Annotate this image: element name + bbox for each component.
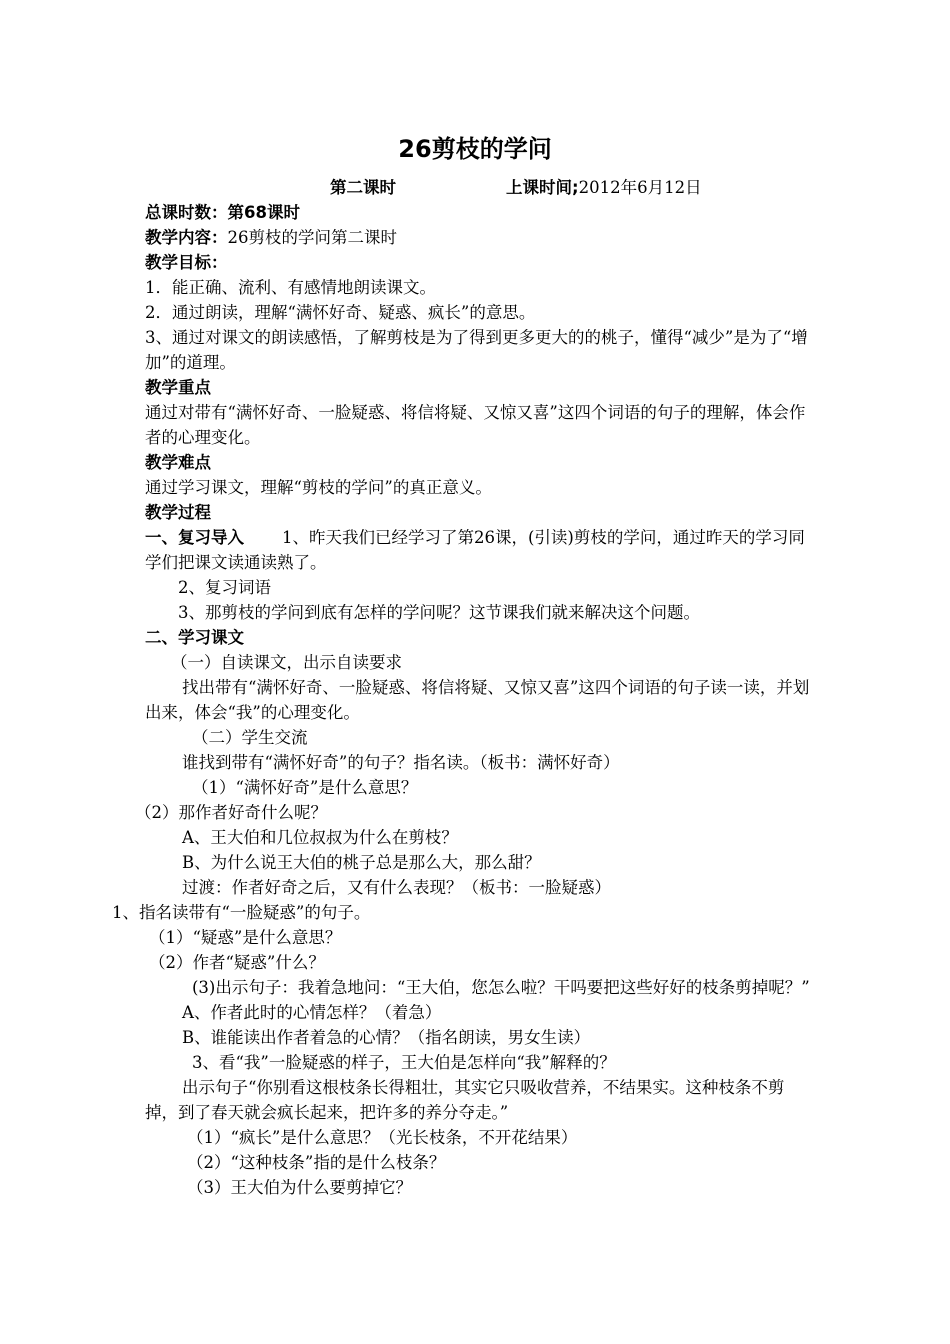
goal-item: 1．能正确、流利、有感情地朗读课文。 [145, 278, 436, 297]
key-point-heading: 教学重点 [145, 378, 211, 397]
list-item: 3、看“我”一脸疑惑的样子，王大伯是怎样向“我”解释的？ [192, 1053, 616, 1072]
process-heading: 教学过程 [145, 503, 211, 522]
list-item: （1）“疯长”是什么意思？（光长枝条，不开花结果） [187, 1128, 578, 1147]
key-point-text: 通过对带有“满怀好奇、一脸疑惑、将信将疑、又惊又喜”这四个词语的句子的理解，体会作者的心理变化。 [145, 403, 806, 447]
teaching-goals-heading: 教学目标： [145, 253, 228, 272]
list-item: （2）那作者好奇什么呢？ [135, 803, 327, 822]
teaching-content-label: 教学内容： [145, 228, 228, 247]
self-read-requirement: 找出带有“满怀好奇、一脸疑惑、将信将疑、又惊又喜”这四个词语的句子读一读，并划出来，体会“我”的心理变化。 [145, 678, 810, 722]
lesson-subtitle [330, 176, 890, 200]
list-item: 过渡：作者好奇之后，又有什么表现？（板书：一脸疑惑） [182, 878, 611, 897]
list-item: A、王大伯和几位叔叔为什么在剪枝？ [182, 828, 458, 847]
lesson-period: 第二课时 [330, 178, 396, 197]
list-item: （二）学生交流 [192, 728, 308, 747]
list-item: （2）作者“疑惑”什么？ [149, 953, 325, 972]
section-study-heading: 二、学习课文 [145, 628, 244, 647]
document-body [112, 200, 810, 1200]
list-item: B、谁能读出作者着急的心情？（指名朗读，男女生读） [182, 1028, 591, 1047]
page-title: 26剪枝的学问 [398, 135, 552, 163]
list-item: (3)出示句子：我着急地问：“王大伯，您怎么啦？干吗要把这些好好的枝条剪掉呢？” [192, 978, 810, 997]
list-item: A、作者此时的心情怎样？（着急） [182, 1003, 442, 1022]
class-time [506, 176, 702, 200]
list-item: （1）“疑惑”是什么意思？ [149, 928, 342, 947]
list-item: 谁找到带有“满怀好奇”的句子？指名读。（板书：满怀好奇） [182, 753, 620, 772]
difficulty-heading: 教学难点 [145, 453, 211, 472]
total-hours: 总课时数：第68课时 [145, 203, 300, 222]
goal-item: 3、通过对课文的朗读感悟，了解剪枝是为了得到更多更大的的桃子，懂得“减少”是为了“增加”的道理。 [145, 328, 808, 372]
section-review-label: 一、复习导入 [145, 528, 244, 547]
list-item: （2）“这种枝条”指的是什么枝条？ [187, 1153, 446, 1172]
section-review [145, 525, 810, 575]
list-item: B、为什么说王大伯的桃子总是那么大，那么甜？ [182, 853, 541, 872]
list-item: （1）“满怀好奇”是什么意思？ [192, 778, 418, 797]
list-item: 1、指名读带有“一脸疑惑”的句子。 [112, 903, 371, 922]
class-time-value: 2012年6月12日 [578, 178, 702, 197]
list-item: 3、那剪枝的学问到底有怎样的学问呢？这节课我们就来解决这个问题。 [178, 603, 700, 622]
list-item: 2、复习词语 [178, 578, 271, 597]
section-review-text: 1、昨天我们已经学习了第26课，(引读)剪枝的学问，通过昨天的学习同学们把课文读通读熟了。 [145, 528, 805, 572]
list-item: （一）自读课文，出示自读要求 [171, 653, 402, 672]
quoted-sentence: 出示句子“你别看这根枝条长得粗壮，其实它只吸收营养，不结果实。这种枝条不剪掉，到了春天就会疯长起来，把许多的养分夺走。” [145, 1078, 785, 1122]
teaching-content-value: 26剪枝的学问第二课时 [227, 228, 397, 247]
teaching-content [145, 225, 810, 250]
difficulty-text: 通过学习课文，理解“剪枝的学问”的真正意义。 [145, 478, 492, 497]
class-time-label: 上课时间; [506, 178, 579, 197]
list-item: （3）王大伯为什么要剪掉它？ [187, 1178, 412, 1197]
goal-item: 2．通过朗读，理解“满怀好奇、疑惑、疯长”的意思。 [145, 303, 536, 322]
